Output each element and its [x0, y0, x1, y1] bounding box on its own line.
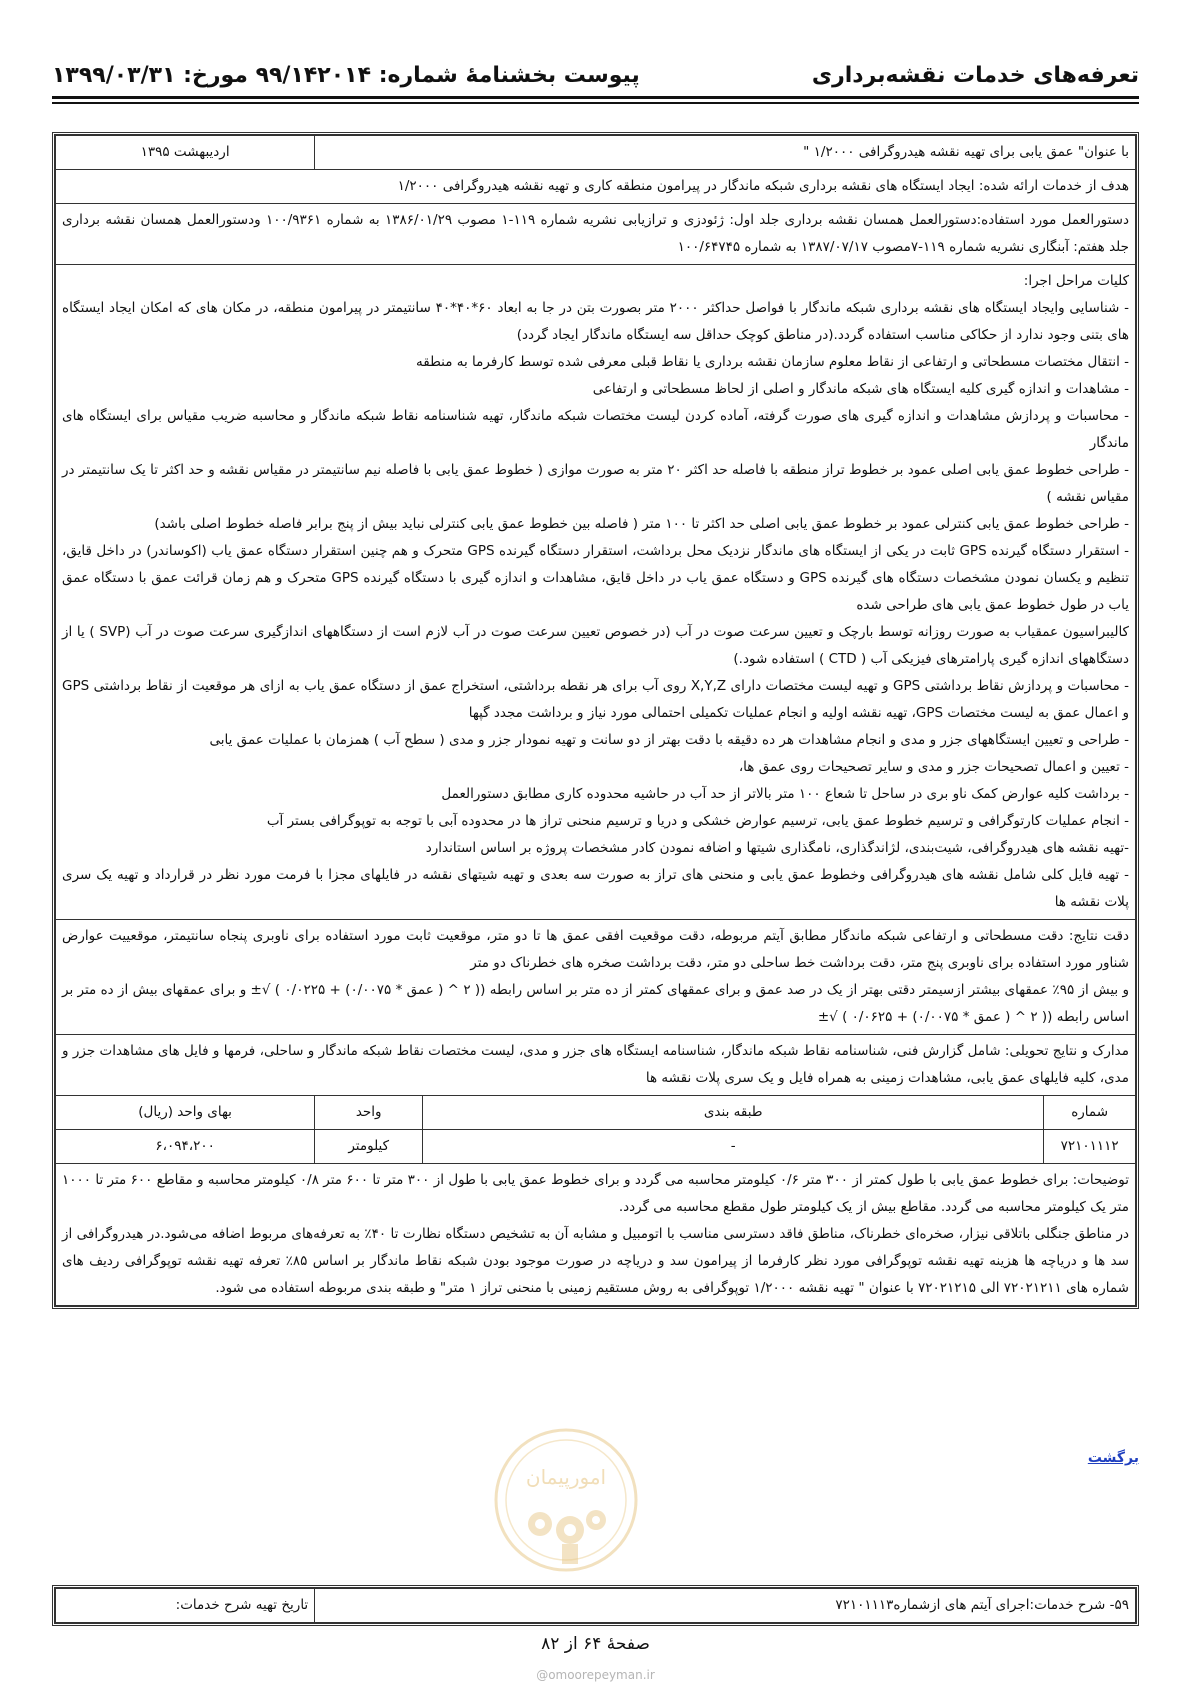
- service-spec-table: [55, 135, 1136, 1306]
- step-item: - طراحی خطوط عمق یابی کنترلی عمود بر خطوط عمق یابی اصلی حد اکثر تا ۱۰۰ متر ( فاصله بین خطوط عمق یابی کنترلی نباید بیش از پنج برابر فاصله خطوط اصلی باشد): [154, 516, 1129, 532]
- note-item: در مناطق جنگلی باتلاقی نیزار، صخره‌ای خطرناک، مناطق فاقد دسترسی مناسب با اتومبیل و مشابه آن به تشخیص دستگاه نظارت تا ۴۰٪ به تعرفه‌های مربوط اضافه می‌شود.در هیدروگرافی از سد ها و دریاچه ها هزینه تهیه نقشه توپوگرافی مورد نظر کارفرما از پیرامون سد و دریاچه در صورت موجود بودن شبکه نقاط ماندگار بر اساس ۸۵٪ تعرفه تهیه نقشه توپوگرافی ردیف های شماره های ۷۲۰۲۱۲۱۱ الی ۷۲۰۲۱۲۱۵ با عنوان " تهیه نقشه ۱/۲۰۰۰ توپوگرافی به روش مستقیم زمینی با منحنی تراز ۱ متر" و طبقه بندی مربوطه استفاده می شود.: [62, 1226, 1129, 1296]
- step-item: - برداشت کلیه عوارض کمک ناو بری در ساحل تا شعاع ۱۰۰ متر بالاتر از حد آب در حاشیه محدوده کاری مطابق دستورالعمل: [441, 786, 1129, 802]
- price-header-unit: واحد: [315, 1096, 423, 1130]
- service-spec-frame: [52, 132, 1139, 1309]
- service-description-table: [55, 1588, 1136, 1623]
- steps-row: [56, 265, 1136, 920]
- page-header: [52, 58, 1139, 92]
- price-category: -: [423, 1130, 1044, 1164]
- back-link[interactable]: برگشت: [1087, 1450, 1139, 1466]
- header-rule-thin: [52, 102, 1139, 104]
- accuracy-text: دقت نتایج: دقت مسطحاتی و ارتفاعی شبکه ماندگار مطابق آیتم مربوطه، دقت موقعیت افقی عمق ها تا دو متر، موقعیت ثابت مورد استفاده برای ناوبری پنجاه سانتیمتر، موقعییت عوارض شناور مورد استفاده برای ناوبری پنج متر، دقت برداشت خط ساحلی دو متر، دقت برداشت صخره های خطرناک دو متر: [62, 928, 1129, 971]
- step-item: - محاسبات و پردازش مشاهدات و اندازه گیری های صورت گرفته، آماده کردن لیست مختصات شبکه ماندگار، تهیه شناسنامه نقاط شبکه ماندگار و محاسبه ضریب مقیاس برای ایستگاه های ماندگار: [62, 408, 1129, 451]
- accuracy-formula: و بیش از ۹۵٪ عمقهای بیشتر ازسیمتر دقتی بهتر از یک در صد عمق و برای عمقهای کمتر از ده متر بر اساس رابطه (( ۲ ^ ( عمق * ۰/۰۰۷۵) + ۰/۰۲۲۵ ) √± و برای عمقهای بیش از ده متر بر اساس رابطه (( ۲ ^ ( عمق * ۰/۰۰۷۵) + ۰/۰۶۲۵ ) √±: [62, 982, 1130, 1025]
- service-description-frame: [52, 1585, 1139, 1626]
- deliverables-cell: مدارک و نتایج تحویلی: شامل گزارش فنی، شناسنامه نقاط شبکه ماندگار، شناسنامه ایستگاه های جزر و مدی، لیست مختصات نقاط شبکه ماندگار و ساحلی، فرمها و فایل های مشاهدات جزر و مدی، کلیه فایلهای عمق یابی، مشاهدات زمینی به همراه فایل و یک سری پلات نقشه ها: [56, 1035, 1136, 1096]
- document-title: تعرفه‌های خدمات نقشه‌برداری: [811, 62, 1139, 88]
- page-number: صفحهٔ ۶۴ از ۸۲: [541, 1634, 650, 1654]
- price-header-code: شماره: [1044, 1096, 1136, 1130]
- price-row: [56, 1130, 1136, 1164]
- service-description-cell: ۵۹- شرح خدمات:اجرای آیتم های ازشماره۷۲۱۰۱۱۱۳: [315, 1589, 1136, 1623]
- steps-title: کلیات مراحل اجرا:: [1023, 273, 1129, 289]
- step-item: - طراحی خطوط عمق یابی اصلی عمود بر خطوط تراز منطقه با فاصله حد اکثر ۲۰ متر به صورت موازی ( خطوط عمق یابی با فاصله نیم سانتیمتر در مقیاس نقشه و حد اکثر تا یک سانتیمتر در مقیاس نقشه ): [62, 462, 1130, 505]
- circular-reference: پیوست بخشنامهٔ شماره: ۹۹/۱۴۲۰۱۴ مورخ: ۱۳۹۹/۰۳/۳۱: [52, 62, 640, 88]
- date-cell: اردیبهشت ۱۳۹۵: [56, 136, 315, 170]
- step-item: - شناسایی وایجاد ایستگاه های نقشه برداری شبکه ماندگار با فواصل حداکثر ۲۰۰۰ متر بصورت بتن در جا به ابعاد ۶۰*۴۰*۴۰ سانتیمتر در پیرامون منطقه، در مکان های که امکان ایجاد ایستگاه های بتنی وجود ندارد از حکاکی مناسب استفاده گردد.(در مناطق کوچک حداقل سه ایستگاه ماندگار ایجاد گردد): [62, 300, 1129, 343]
- step-item: - استقرار دستگاه گیرنده GPS ثابت در یکی از ایستگاه های ماندگار نزدیک محل برداشت، استقرار دستگاه گیرنده GPS متحرک و هم چنین استقرار دستگاه عمق یاب (اکوساندر) در داخل قایق، تنظیم و یکسان نمودن مشخصات دستگاه های گیرنده GPS و دستگاه عمق یاب در داخل قایق، مشاهدات و اندازه گیری با دستگاه گیرنده GPS متحرک و هم زمان قرائت عمق با دستگاه عمق یاب در طول خطوط عمق یابی های طراحی شده: [62, 543, 1130, 613]
- step-item: - انجام عملیات کارتوگرافی و ترسیم خطوط عمق یابی، ترسیم عوارض خشکی و دریا و ترسیم منحنی تراز ها در محدوده آبی با توجه به توپوگرافی بستر آب: [266, 813, 1129, 829]
- deliverables-row: [56, 1035, 1136, 1096]
- price-value: ۶،۰۹۴،۲۰۰: [56, 1130, 315, 1164]
- price-header-category: طبقه بندی: [423, 1096, 1044, 1130]
- note-item: توضیحات: برای خطوط عمق یابی با طول کمتر از ۳۰۰ متر ۰/۶ کیلومتر محاسبه می گردد و برای خطوط عمق یابی با طول از ۳۰۰ متر تا ۶۰۰ متر ۰/۸ کیلومتر محاسبه و مقاطع ۶۰۰ متر تا ۱۰۰۰ متر یک کیلومتر محاسبه می گردد. مقاطع بیش از یک کیلومتر طول مقطع محاسبه می گردد.: [62, 1172, 1129, 1215]
- prep-date-cell: تاریخ تهیه شرح خدمات:: [56, 1589, 315, 1623]
- standards-cell: دستورالعمل مورد استفاده:دستورالعمل همسان نقشه برداری جلد اول: ژئودزی و ترازیابی نشریه شماره ۱۱۹-۱ مصوب ۱۳۸۶/۰۱/۲۹ به شماره ۱۰۰/۹۳۶۱ ودستورالعمل همسان نقشه برداری جلد هفتم: آبنگاری نشریه شماره ۱۱۹-۷مصوب ۱۳۸۷/۰۷/۱۷ به شماره ۱۰۰/۶۴۷۴۵: [56, 204, 1136, 265]
- notes-cell: [56, 1164, 1136, 1306]
- goal-cell: هدف از خدمات ارائه شده: ایجاد ایستگاه های نقشه برداری شبکه ماندگار در پیرامون منطقه کاری و تهیه نقشه هیدروگرافی ۱/۲۰۰۰: [56, 170, 1136, 204]
- website-watermark: @omoorepeyman.ir: [536, 1668, 655, 1682]
- step-item: - مشاهدات و اندازه گیری کلیه ایستگاه های شبکه ماندگار و اصلی از لحاظ مسطحاتی و ارتفاعی: [592, 381, 1129, 397]
- watermark-stamp-icon: [492, 1426, 640, 1582]
- price-header-row: [56, 1096, 1136, 1130]
- header-rule-thick: [52, 96, 1139, 99]
- notes-row: [56, 1164, 1136, 1306]
- subject-cell: با عنوان" عمق یابی برای تهیه نقشه هیدروگرافی ۱/۲۰۰۰ ": [315, 136, 1136, 170]
- standards-row: [56, 204, 1136, 265]
- service-description-row: [56, 1589, 1136, 1623]
- price-code: ۷۲۱۰۱۱۱۲: [1044, 1130, 1136, 1164]
- step-item: - انتقال مختصات مسطحاتی و ارتفاعی از نقاط معلوم سازمان نقشه برداری یا نقاط قبلی معرفی شده توسط کارفرما به منطقه: [416, 354, 1129, 370]
- price-unit: کیلومتر: [315, 1130, 423, 1164]
- step-item: - تهیه فایل کلی شامل نقشه های هیدروگرافی وخطوط عمق یابی و منحنی های تراز به صورت سه بعدی و تهیه شیتهای نقشه در فایلهای مجزا با فرمت مورد نظر در قرارداد و تهیه یک سری پلات نقشه ها: [62, 867, 1129, 910]
- steps-cell: [56, 265, 1136, 920]
- step-item: - محاسبات و پردازش نقاط برداشتی GPS و تهیه لیست مختصات دارای X,Y,Z روی آب برای هر نقطه برداشتی، استخراج عمق از دستگاه عمق یاب به ازای هر موقعیت از نقاط برداشتی GPS و اعمال عمق به لیست مختصات GPS، تهیه نقشه اولیه و انجام عملیات تکمیلی احتمالی مورد نیاز و برداشت مجدد گپها: [62, 678, 1129, 721]
- accuracy-row: [56, 920, 1136, 1035]
- subject-row: [56, 136, 1136, 170]
- price-header-price: بهای واحد (ریال): [56, 1096, 315, 1130]
- step-item: - تعیین و اعمال تصحیحات جزر و مدی و سایر تصحیحات روی عمق ها،: [738, 759, 1129, 775]
- step-item: -تهیه نقشه های هیدروگرافی، شیت‌بندی، لژاندگذاری، نامگذاری شیتها و اضافه نمودن کادر مشخصات پروژه بر اساس استاندارد: [425, 840, 1129, 856]
- step-item: کالیبراسیون عمقیاب به صورت روزانه توسط بارچک و تعیین سرعت صوت در آب (در خصوص تعیین سرعت صوت در آب لازم است از دستگاههای اندازگیری سرعت صوت در آب (SVP ) یا از دستگاههای اندازه گیری پارامترهای فیزیکی آب ( CTD ) استفاده شود.): [62, 624, 1129, 667]
- accuracy-cell: [56, 920, 1136, 1035]
- step-item: - طراحی و تعیین ایستگاههای جزر و مدی و انجام مشاهدات هر ده دقیقه با دقت بهتر از دو سانت و تهیه نمودار جزر و مدی ( سطح آب ) همزمان با عملیات عمق یابی: [209, 732, 1129, 748]
- stamp-text: امورپیمان: [525, 1465, 607, 1489]
- goal-row: [56, 170, 1136, 204]
